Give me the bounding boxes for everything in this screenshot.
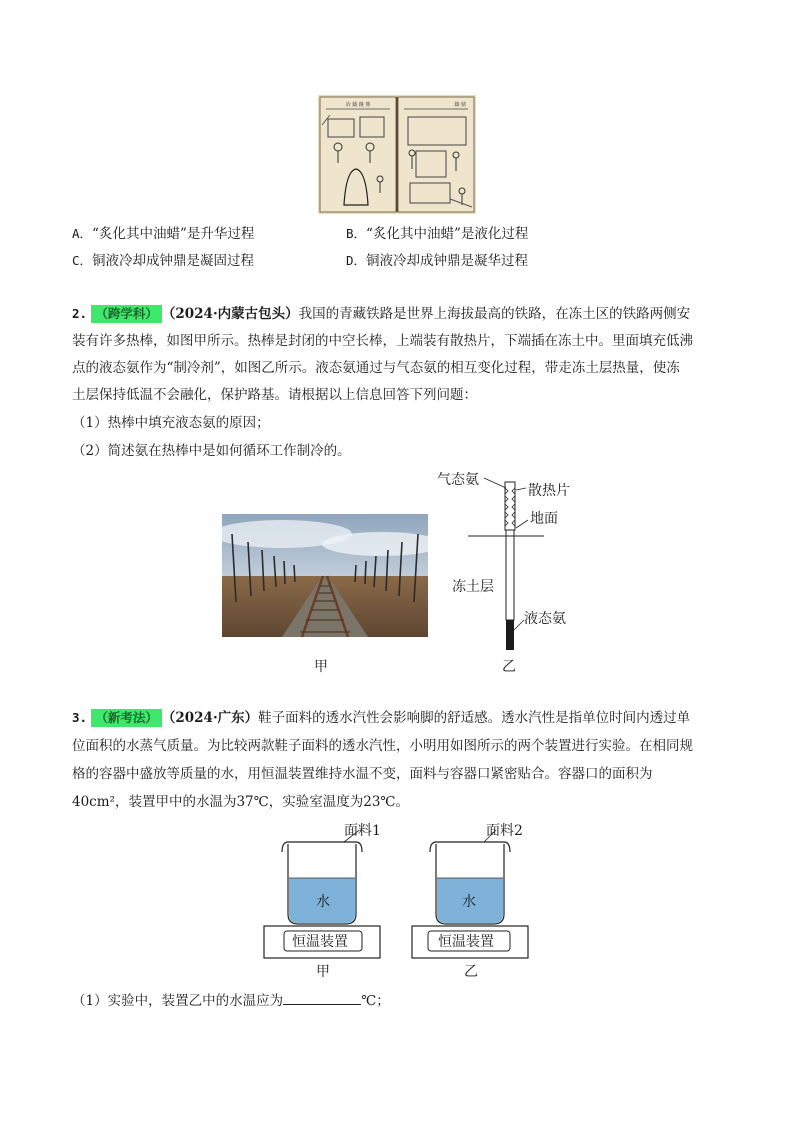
label-gaseous-ammonia: 气态氨 <box>437 472 479 488</box>
q2-sub-2: （2）简述氨在热棒中是如何循环工作制冷的。 <box>72 443 351 459</box>
q2-number: 2. <box>72 306 88 321</box>
q3-fig-yi-label: 乙 <box>464 964 478 980</box>
railway-photo <box>222 514 428 637</box>
q3-number: 3. <box>72 710 88 725</box>
label-fins: 散热片 <box>528 483 570 499</box>
label-device-yi: 恒温装置 <box>438 934 494 950</box>
q2-line-2: 装有许多热棒，如图甲所示。热棒是封闭的中空长棒，上端装有散热片，下端插在冻土中。里面填充低沸 <box>72 333 693 349</box>
q3-line-3: 格的容器中盛放等质量的水，用恒温装置维持水温不变，面料与容器口紧密贴合。容器口的面积为 <box>72 766 653 782</box>
q2-tag: （跨学科） <box>91 305 162 323</box>
q3-source: （2024·广东） <box>161 710 259 726</box>
q2-line-4: 土层保持低温不会融化，保护路基。请根据以上信息回答下列问题： <box>72 387 477 403</box>
label-ground: 地面 <box>530 511 558 527</box>
label-device-jia: 恒温装置 <box>292 934 348 950</box>
answer-blank[interactable] <box>283 990 361 1005</box>
svg-text:鑄 鼎: 鑄 鼎 <box>454 102 466 108</box>
label-water-jia: 水 <box>316 894 330 910</box>
label-fabric-1: 面料1 <box>344 823 381 839</box>
q2-line-1: 2. （跨学科） （2024·内蒙古包头）我国的青藏铁路是世界上海拔最高的铁路，在冻土区的铁路两侧安 <box>72 306 691 322</box>
ancient-book-illustration <box>318 95 476 214</box>
option-d: D．铜液冷却成钟鼎是凝华过程 <box>346 253 529 269</box>
q3-line-4: 40cm²，装置甲中的水温为37℃，实验室温度为23℃。 <box>72 794 410 810</box>
q3-fig-jia-label: 甲 <box>316 964 330 980</box>
option-a: A．“炙化其中油蜡”是升华过程 <box>72 226 255 242</box>
label-fabric-2: 面料2 <box>486 823 523 839</box>
option-c: C．铜液冷却成钟鼎是凝固过程 <box>72 253 255 269</box>
q3-line-1: 3. （新考法） （2024·广东）鞋子面料的透水汽性会影响脚的舒适感。透水汽性是指单位时间内透过单 <box>72 710 691 726</box>
q3-line-2: 位面积的水蒸气质量。为比较两款鞋子面料的透水汽性，小明用如图所示的两个装置进行实验。在相同规 <box>72 738 693 754</box>
label-liquid-ammonia: 液态氨 <box>524 611 566 627</box>
option-d-text: 铜液冷却成钟鼎是凝华过程 <box>366 253 529 269</box>
label-permafrost: 冻土层 <box>452 579 494 595</box>
option-c-text: 铜液冷却成钟鼎是凝固过程 <box>92 253 255 269</box>
q2-fig-jia-label: 甲 <box>314 659 328 675</box>
option-b: B．“炙化其中油蜡”是液化过程 <box>346 226 529 242</box>
svg-text:冶 鑄 鐘 鼎: 冶 鑄 鐘 鼎 <box>345 102 371 108</box>
q3-sub-1: （1）实验中，装置乙中的水温应为 ℃； <box>72 990 390 1011</box>
heat-pipe-diagram <box>440 466 600 652</box>
option-b-text: “炙化其中油蜡”是液化过程 <box>366 226 529 242</box>
q3-tag: （新考法） <box>91 709 162 727</box>
q2-fig-yi-label: 乙 <box>502 659 516 675</box>
q2-sub-1: （1）热棒中填充液态氨的原因； <box>72 415 270 431</box>
label-water-yi: 水 <box>462 894 476 910</box>
q2-source: （2024·内蒙古包头） <box>161 306 299 322</box>
q2-line-3: 点的液态氨作为“制冷剂”，如图乙所示。液态氨通过与气态氨的相互变化过程，带走冻土层热量，使冻 <box>72 360 680 376</box>
option-a-text: “炙化其中油蜡”是升华过程 <box>92 226 255 242</box>
